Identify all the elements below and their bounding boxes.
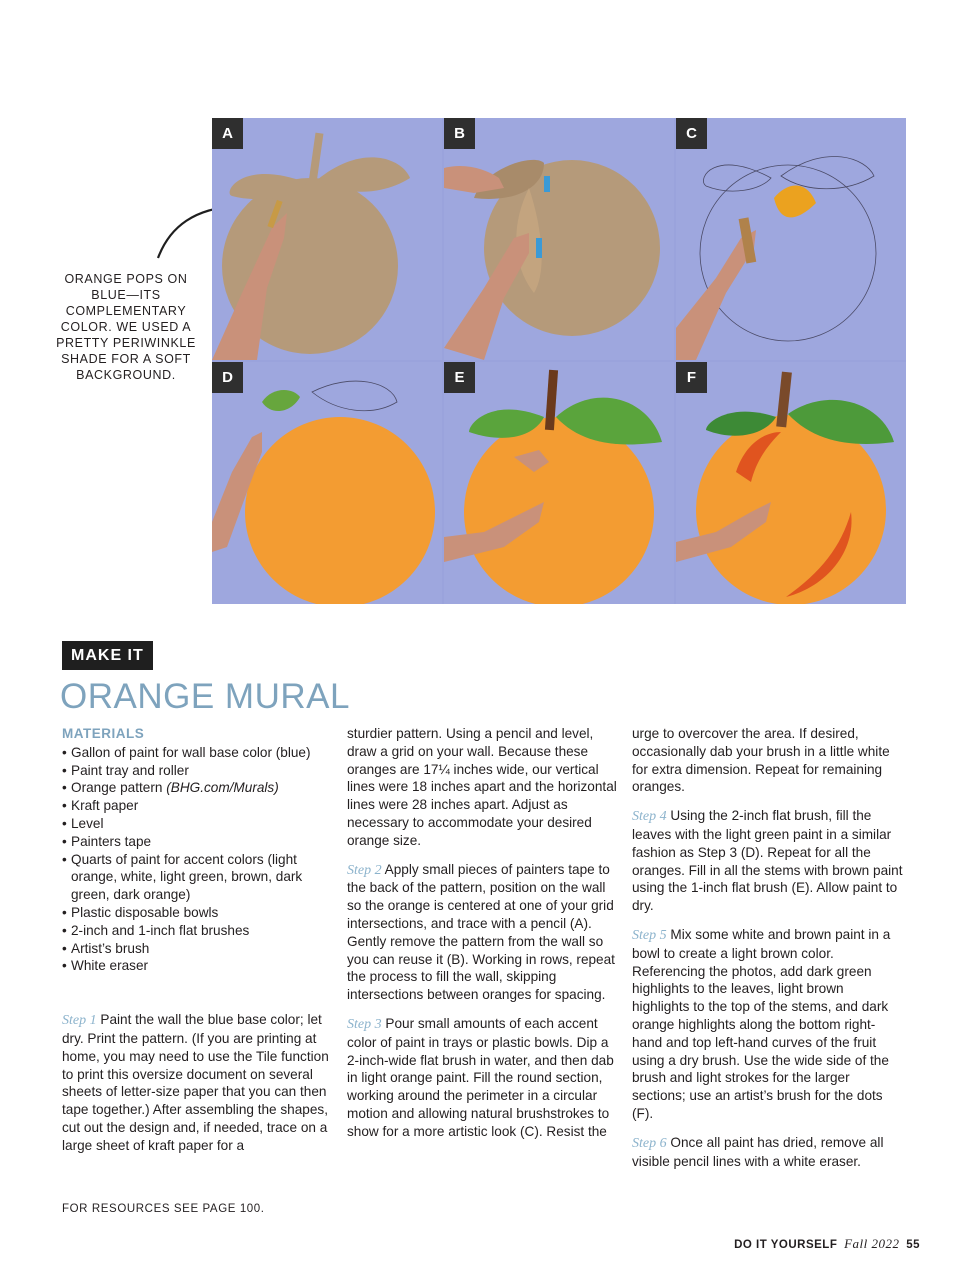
photo-callout: ORANGE POPS ON BLUE—ITS COMPLEMENTARY COLOR. WE USED A PRETTY PERIWINKLE SHADE FOR A SOFT BACKGROUND.: [56, 272, 196, 382]
panel-label-d: D: [212, 362, 243, 393]
step-paragraph: Step 3 Pour small amounts of each accent color of paint in trays or plastic bowls. Dip a 2-inch-wide flat brush in water, and then dab in light orange paint. Fill the round section, working around the perimeter in a circular motion and allowing natural brushstrokes to show for a more artistic look (C). Resist the: [347, 1015, 614, 1139]
materials-item: • Artist’s brush: [62, 940, 334, 958]
step-paragraph: Step 1 Paint the wall the blue base color; let dry. Print the pattern. (If you are printing at home, you may need to use the Tile function to print this oversize document on several sheets of letter-size paper that you can then tape together.) After assembling the shapes, cut out the design and, if needed, trace on a large sheet of kraft paper for a: [62, 1012, 329, 1153]
panel-label-e: E: [444, 362, 475, 393]
materials-item: • Plastic disposable bowls: [62, 904, 334, 922]
materials-item: • Level: [62, 815, 334, 833]
step-paragraph: Step 2 Apply small pieces of painters tape to the back of the pattern, position on the wall so the orange is centered at one of your grid intersections, and trace with a pencil (A). Gently remove the pattern from the wall so you can reuse it (B). Working in rows, repeat the process to fill the wall, skipping intersections between oranges for spacing.: [347, 861, 615, 1003]
photo-panel-b: [444, 118, 674, 360]
panel-label-c: C: [676, 118, 707, 149]
panel-label-b: B: [444, 118, 475, 149]
article-title: ORANGE MURAL: [60, 677, 350, 716]
step-paragraph: sturdier pattern. Using a pencil and level, draw a grid on your wall. Because these oranges are 17¼ inches wide, our vertical lines were 18 inches apart and the horizontal lines were 28 inches apart. Adjust as necessary to accommodate your desired orange size.: [347, 726, 617, 848]
photo-panel-e: [444, 362, 674, 604]
panel-label-a: A: [212, 118, 243, 149]
section-tag: MAKE IT: [62, 641, 153, 670]
materials-item: • Gallon of paint for wall base color (blue): [62, 744, 334, 762]
photo-panel-a: [212, 118, 442, 360]
step-paragraph: Step 4 Using the 2-inch flat brush, fill the leaves with the light green paint in a similar fashion as Step 3 (D). Repeat for all the oranges. Fill in all the stems with brown paint using the 1-inch flat brush (E). Allow paint to dry.: [632, 808, 903, 914]
step-paragraph: Step 5 Mix some white and brown paint in a bowl to create a light brown color. Referencing the photos, add dark green highlights to the leaves, light brown highlights to the top of the stems, and dark orange highlights along the bottom right-hand and top left-hand curves of the fruit using a dry brush. Use the wide side of the brush and light strokes for the larger sections; use an artist’s brush for the dots (F).: [632, 926, 891, 1121]
materials-item: • Paint tray and roller: [62, 762, 334, 780]
materials-item: • Orange pattern (BHG.com/Murals): [62, 779, 334, 797]
photo-panel-d: [212, 362, 442, 604]
page-folio: [734, 1236, 920, 1252]
section-name: DO IT YOURSELF: [734, 1239, 838, 1251]
materials-heading: MATERIALS: [62, 726, 145, 741]
step-paragraph: urge to overcover the area. If desired, occasionally dab your brush in a little white for extra dimension. Repeat for remaining oranges.: [632, 726, 890, 795]
photo-panel-f: [676, 362, 906, 604]
materials-item: • Painters tape: [62, 833, 334, 851]
panel-label-f: F: [676, 362, 707, 393]
materials-item: • Quarts of paint for accent colors (light orange, white, light green, brown, dark green, dark orange): [62, 851, 334, 904]
resources-note: FOR RESOURCES SEE PAGE 100.: [62, 1203, 265, 1215]
step-paragraph: Step 6 Once all paint has dried, remove all visible pencil lines with a white eraser.: [632, 1134, 884, 1169]
page-number: 55: [906, 1239, 920, 1251]
materials-item: • 2-inch and 1-inch flat brushes: [62, 922, 334, 940]
issue-name: Fall 2022: [844, 1236, 900, 1251]
column-1: [62, 725, 334, 1166]
column-2: [347, 725, 619, 1152]
photo-panel-c: [676, 118, 906, 360]
column-3: [632, 725, 904, 1181]
materials-item: • Kraft paper: [62, 797, 334, 815]
materials-item: • White eraser: [62, 957, 334, 975]
materials-list: [62, 744, 334, 975]
step-photo-grid: [212, 118, 906, 604]
